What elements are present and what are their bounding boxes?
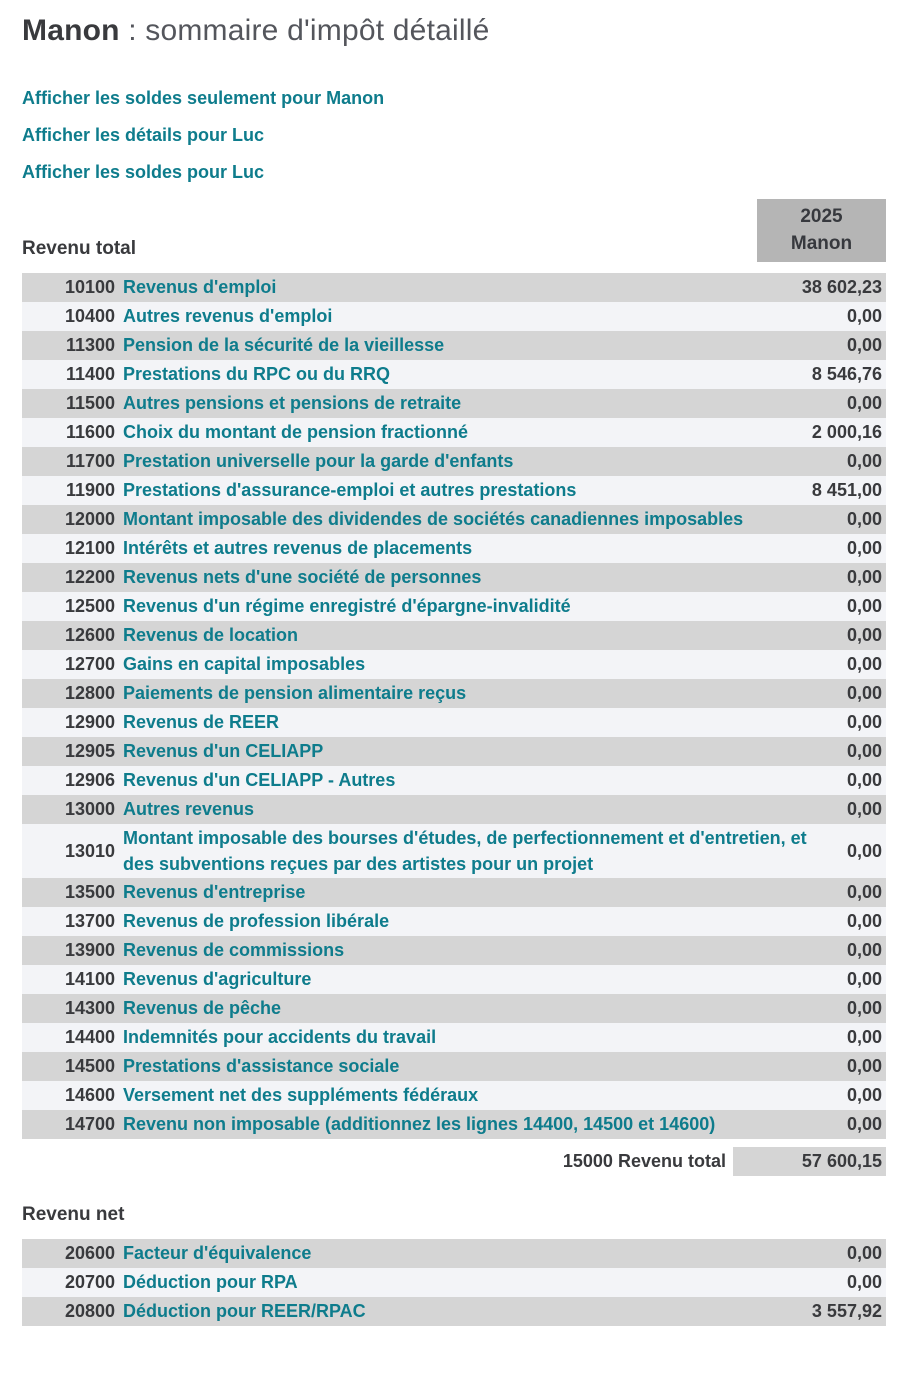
line-label-link[interactable]: Facteur d'équivalence xyxy=(123,1243,312,1263)
line-number: 14700 xyxy=(64,1114,115,1134)
line-number: 12900 xyxy=(64,712,115,732)
line-number: 11500 xyxy=(65,393,115,413)
table-row xyxy=(22,936,886,965)
line-label-link[interactable]: Déduction pour REER/RPAC xyxy=(123,1301,366,1321)
line-value: 0,00 xyxy=(846,393,882,413)
table-row xyxy=(22,592,886,621)
line-label-link[interactable]: Versement net des suppléments fédéraux xyxy=(123,1085,479,1105)
line-value: 0,00 xyxy=(846,1085,882,1105)
page-title xyxy=(22,12,886,50)
line-label-link[interactable]: Prestations d'assurance-emploi et autres prestations xyxy=(123,480,577,500)
table-row xyxy=(22,273,886,302)
line-number: 12600 xyxy=(64,625,115,645)
line-label-link[interactable]: Revenus de pêche xyxy=(123,998,282,1018)
line-value: 0,00 xyxy=(846,940,882,960)
line-label-link[interactable]: Pension de la sécurité de la vieillesse xyxy=(123,335,445,355)
line-label-link[interactable]: Autres revenus d'emploi xyxy=(123,306,333,326)
line-number: 20700 xyxy=(64,1272,115,1292)
line-number: 12800 xyxy=(64,683,115,703)
table-row xyxy=(22,389,886,418)
table-row xyxy=(22,563,886,592)
line-value: 38 602,23 xyxy=(801,277,882,297)
line-value: 0,00 xyxy=(846,567,882,587)
line-number: 11400 xyxy=(65,364,115,384)
table-row xyxy=(22,795,886,824)
line-value: 0,00 xyxy=(846,683,882,703)
revenu-net-rows xyxy=(22,1239,886,1326)
line-number: 12500 xyxy=(64,596,115,616)
line-value: 0,00 xyxy=(846,1243,882,1263)
header-person: Manon xyxy=(790,232,853,254)
line-value: 0,00 xyxy=(846,1027,882,1047)
line-label-link[interactable]: Choix du montant de pension fractionné xyxy=(123,422,469,442)
table-row xyxy=(22,650,886,679)
line-value: 0,00 xyxy=(846,1114,882,1134)
line-value: 0,00 xyxy=(846,840,882,861)
revenu-total-rows xyxy=(22,273,886,1139)
line-label-link[interactable]: Revenus d'un CELIAPP xyxy=(123,741,324,761)
line-label-link[interactable]: Montant imposable des dividendes de sociétés canadiennes imposables xyxy=(123,509,744,529)
table-row xyxy=(22,679,886,708)
title-person-name: Manon xyxy=(22,14,120,47)
line-number: 13500 xyxy=(64,882,115,902)
line-label-link[interactable]: Déduction pour RPA xyxy=(123,1272,298,1292)
line-number: 11300 xyxy=(65,335,115,355)
total-line-label: Revenu total xyxy=(617,1150,726,1171)
line-number: 14600 xyxy=(64,1085,115,1105)
section-title-revenu-net: Revenu net xyxy=(22,1203,125,1225)
table-row xyxy=(22,1297,886,1326)
line-label-link[interactable]: Prestation universelle pour la garde d'enfants xyxy=(123,451,514,471)
line-number: 12200 xyxy=(64,567,115,587)
table-row xyxy=(22,476,886,505)
line-value: 0,00 xyxy=(846,538,882,558)
line-value: 0,00 xyxy=(846,451,882,471)
title-separator: : xyxy=(119,14,146,47)
table-row xyxy=(22,766,886,795)
line-number: 12700 xyxy=(64,654,115,674)
line-number: 11600 xyxy=(65,422,115,442)
line-number: 13700 xyxy=(64,911,115,931)
line-number: 12000 xyxy=(64,509,115,529)
total-value: 57 600,15 xyxy=(733,1147,886,1176)
link-show-details-luc[interactable]: Afficher les détails pour Luc xyxy=(22,124,265,145)
line-label-link[interactable]: Revenus d'un CELIAPP - Autres xyxy=(123,770,396,790)
line-number: 12100 xyxy=(64,538,115,558)
line-label-link[interactable]: Intérêts et autres revenus de placements xyxy=(123,538,473,558)
line-value: 0,00 xyxy=(846,306,882,326)
total-label xyxy=(563,1151,726,1172)
line-label-link[interactable]: Revenus de commissions xyxy=(123,940,345,960)
line-number: 14300 xyxy=(64,998,115,1018)
line-value: 0,00 xyxy=(846,799,882,819)
line-label-link[interactable]: Autres revenus xyxy=(123,799,255,819)
total-line-number: 15000 xyxy=(562,1150,613,1171)
line-value: 0,00 xyxy=(846,335,882,355)
line-label-link[interactable]: Revenus d'emploi xyxy=(123,277,277,297)
line-number: 14500 xyxy=(64,1056,115,1076)
line-label-link[interactable]: Indemnités pour accidents du travail xyxy=(123,1027,437,1047)
line-value: 0,00 xyxy=(846,1272,882,1292)
line-value: 0,00 xyxy=(846,596,882,616)
table-row xyxy=(22,505,886,534)
line-value: 0,00 xyxy=(846,998,882,1018)
line-number: 13010 xyxy=(64,840,115,861)
line-label-link[interactable]: Prestations du RPC ou du RRQ xyxy=(123,364,391,384)
line-label-link[interactable]: Revenus d'agriculture xyxy=(123,969,312,989)
line-label-link[interactable]: Revenus de REER xyxy=(123,712,280,732)
line-label-link[interactable]: Paiements de pension alimentaire reçus xyxy=(123,683,467,703)
line-label-link[interactable]: Revenus d'un régime enregistré d'épargne-invalidité xyxy=(123,596,571,616)
line-value: 0,00 xyxy=(846,1056,882,1076)
line-number: 14400 xyxy=(64,1027,115,1047)
table-row xyxy=(22,331,886,360)
table-row xyxy=(22,1081,886,1110)
table-row xyxy=(22,447,886,476)
line-number: 20600 xyxy=(64,1243,115,1263)
line-value: 0,00 xyxy=(846,770,882,790)
line-value: 0,00 xyxy=(846,712,882,732)
line-value: 0,00 xyxy=(846,969,882,989)
table-row xyxy=(22,824,886,878)
table-row xyxy=(22,907,886,936)
section-title-revenu-total: Revenu total xyxy=(22,237,137,259)
link-show-balances-luc[interactable]: Afficher les soldes pour Luc xyxy=(22,161,265,182)
line-label-link[interactable]: Revenus d'entreprise xyxy=(123,882,306,902)
table-row xyxy=(22,534,886,563)
line-value: 8 546,76 xyxy=(811,364,882,384)
table-row xyxy=(22,360,886,389)
line-value: 0,00 xyxy=(846,882,882,902)
header-year: 2025 xyxy=(800,205,843,227)
table-row xyxy=(22,1239,886,1268)
line-value: 0,00 xyxy=(846,741,882,761)
table-row xyxy=(22,737,886,766)
table-row xyxy=(22,965,886,994)
line-number: 11900 xyxy=(65,480,115,500)
line-number: 13900 xyxy=(64,940,115,960)
summary-view-links xyxy=(22,88,886,182)
line-label-link[interactable]: Montant imposable des bourses d'études, de perfectionnement et d'entretien, et des subventions reçues par des artistes pour un projet xyxy=(123,827,807,874)
line-value: 2 000,16 xyxy=(811,422,882,442)
line-number: 20800 xyxy=(64,1301,115,1321)
table-row xyxy=(22,1268,886,1297)
link-show-balances-only-manon[interactable]: Afficher les soldes seulement pour Manon xyxy=(22,87,385,108)
line-number: 14100 xyxy=(64,969,115,989)
line-label-link[interactable]: Revenus de location xyxy=(123,625,299,645)
line-number: 12906 xyxy=(64,770,115,790)
line-number: 10100 xyxy=(64,277,115,297)
line-value: 0,00 xyxy=(846,654,882,674)
line-label-link[interactable]: Autres pensions et pensions de retraite xyxy=(123,393,462,413)
total-row xyxy=(22,1147,886,1176)
table-row xyxy=(22,878,886,907)
line-number: 13000 xyxy=(64,799,115,819)
line-label-link[interactable]: Prestations d'assistance sociale xyxy=(123,1056,400,1076)
line-number: 10400 xyxy=(64,306,115,326)
line-value: 3 557,92 xyxy=(811,1301,882,1321)
line-value: 0,00 xyxy=(846,625,882,645)
table-row xyxy=(22,708,886,737)
line-number: 11700 xyxy=(65,451,115,471)
table-header xyxy=(22,199,886,262)
line-label-link[interactable]: Revenus nets d'une société de personnes xyxy=(123,567,482,587)
table-row xyxy=(22,621,886,650)
table-row xyxy=(22,302,886,331)
table-row xyxy=(22,1110,886,1139)
line-value: 0,00 xyxy=(846,911,882,931)
title-subtitle: sommaire d'impôt détaillé xyxy=(145,14,490,47)
table-row xyxy=(22,418,886,447)
line-label-link[interactable]: Revenu non imposable (additionnez les lignes 14400, 14500 et 14600) xyxy=(123,1114,716,1134)
table-row xyxy=(22,994,886,1023)
year-person-header xyxy=(757,199,886,262)
line-value: 0,00 xyxy=(846,509,882,529)
table-row xyxy=(22,1023,886,1052)
line-value: 8 451,00 xyxy=(811,480,882,500)
line-number: 12905 xyxy=(64,741,115,761)
line-label-link[interactable]: Gains en capital imposables xyxy=(123,654,366,674)
table-row xyxy=(22,1052,886,1081)
line-label-link[interactable]: Revenus de profession libérale xyxy=(123,911,390,931)
